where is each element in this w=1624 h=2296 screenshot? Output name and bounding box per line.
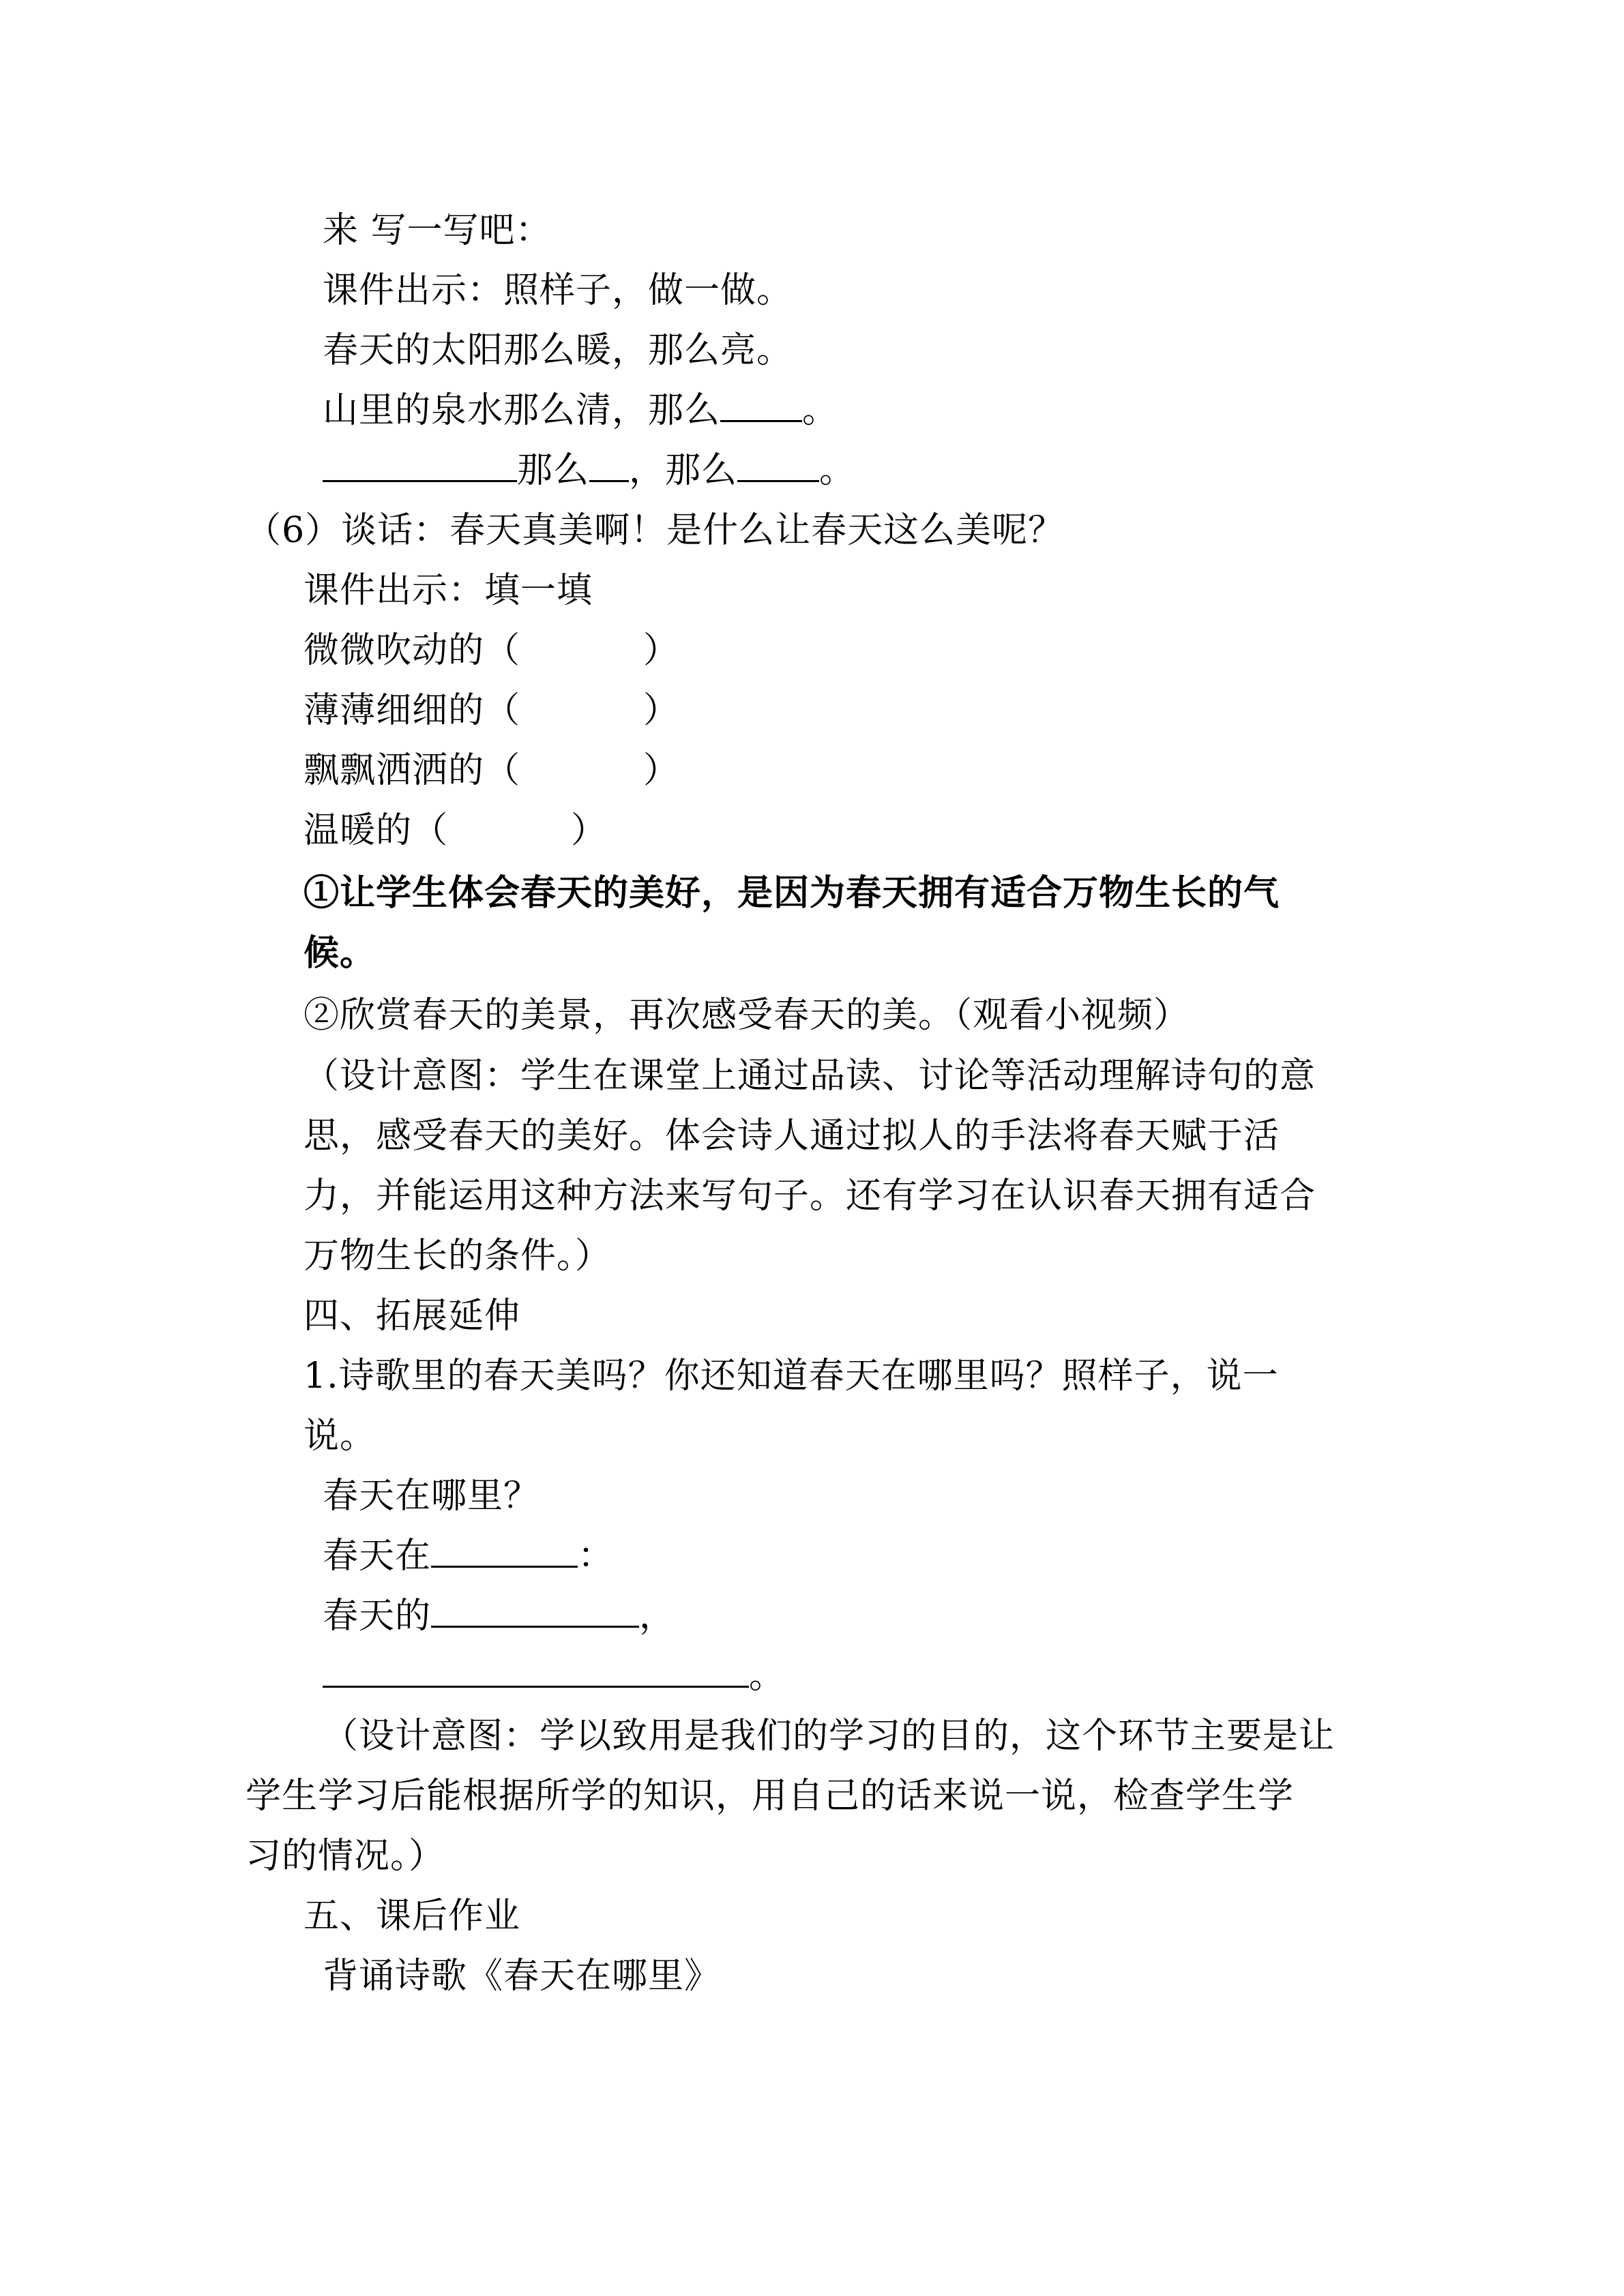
section-heading	[304, 1294, 520, 1338]
text-line	[323, 329, 793, 372]
text: 薄薄细细的（	[304, 690, 521, 731]
text: ②欣赏春天的美景，再次感受春天的美。（观看小视频）	[304, 995, 1190, 1036]
text-line	[304, 689, 679, 732]
text-line	[304, 1174, 1316, 1218]
text-line	[323, 1714, 1335, 1758]
text: 说。	[304, 1416, 377, 1457]
text-line	[304, 1414, 376, 1458]
fill-blank	[737, 449, 819, 482]
text: ①让学生体会春天的美好，是因为春天拥有适合万物生长的气	[304, 872, 1280, 914]
text-line	[304, 1354, 1279, 1398]
text: ）	[643, 690, 680, 731]
text-line	[323, 389, 838, 432]
text: ）	[643, 630, 680, 671]
fill-blank	[431, 1594, 639, 1628]
text: 习的情况。）	[246, 1836, 445, 1877]
fill-blank	[323, 1654, 749, 1688]
text-line	[323, 1954, 720, 1998]
text-line	[246, 509, 1064, 552]
text: 。	[819, 450, 856, 491]
text: ）	[643, 750, 680, 791]
text-line	[323, 209, 552, 252]
text: 春天的	[323, 1596, 432, 1637]
fill-blank	[323, 449, 517, 482]
text: 。	[749, 1656, 786, 1697]
text-line	[304, 1114, 1280, 1158]
fill-blank	[589, 449, 629, 482]
text: 春天的太阳那么暖，那么亮。	[323, 330, 793, 371]
fill-blank	[431, 1534, 578, 1568]
section-heading	[304, 1894, 520, 1938]
text-line	[246, 1834, 445, 1878]
text: 力，并能运用这种方法来写句子。还有学习在认识春天拥有适合	[304, 1176, 1316, 1217]
text: 思，感受春天的美好。体会诗人通过拟人的手法将春天赋于活	[304, 1116, 1280, 1157]
text: ）	[571, 810, 608, 851]
text-line	[323, 449, 855, 492]
fill-blank	[720, 389, 802, 422]
text-line	[323, 1534, 614, 1578]
text-line	[323, 1654, 785, 1698]
text: 五、课后作业	[304, 1896, 521, 1937]
text: 山里的泉水那么清，那么	[323, 390, 721, 431]
text: （设计意图：学生在课堂上通过品读、讨论等活动理解诗句的意	[304, 1056, 1316, 1097]
text: 学生学习后能根据所学的知识，用自己的话来说一说，检查学生学	[246, 1776, 1295, 1817]
text-line	[304, 1054, 1316, 1098]
text: 课件出示：填一填	[304, 570, 593, 611]
text: 四、拓展延伸	[304, 1296, 521, 1337]
text-line	[304, 994, 1190, 1037]
text: 飘飘洒洒的（	[304, 750, 521, 791]
text: 微微吹动的（	[304, 630, 521, 671]
text: 候。	[304, 932, 377, 974]
text: 1.诗歌里的春天美吗？你还知道春天在哪里吗？照样子，说一	[304, 1356, 1279, 1397]
text: （6）谈话：春天真美啊！是什么让春天这么美呢？	[246, 510, 1065, 551]
text: ，那么	[629, 450, 738, 491]
text: 温暖的（	[304, 810, 449, 851]
text-line	[304, 809, 607, 852]
text-line	[323, 1594, 675, 1638]
text: 来 写一写吧：	[323, 210, 552, 251]
text-line	[304, 1234, 611, 1278]
text: （设计意图：学以致用是我们的学习的目的，这个环节主要是让	[323, 1716, 1335, 1757]
text-line	[304, 931, 376, 975]
text-line	[304, 871, 1280, 915]
text: 春天在	[323, 1536, 432, 1577]
text: ：	[578, 1536, 615, 1577]
text: ，	[639, 1596, 676, 1637]
text-line	[304, 629, 679, 672]
text-line	[323, 1474, 540, 1518]
text: 背诵诗歌《春天在哪里》	[323, 1956, 721, 1997]
text: 课件出示：照样子，做一做。	[323, 270, 793, 311]
text: 春天在哪里？	[323, 1476, 540, 1517]
text-line	[246, 1774, 1294, 1818]
text: 万物生长的条件。）	[304, 1236, 612, 1277]
text: 。	[802, 390, 839, 431]
text: 那么	[517, 450, 590, 491]
text-line	[304, 749, 679, 792]
text-line	[304, 569, 593, 612]
text-line	[323, 269, 793, 312]
